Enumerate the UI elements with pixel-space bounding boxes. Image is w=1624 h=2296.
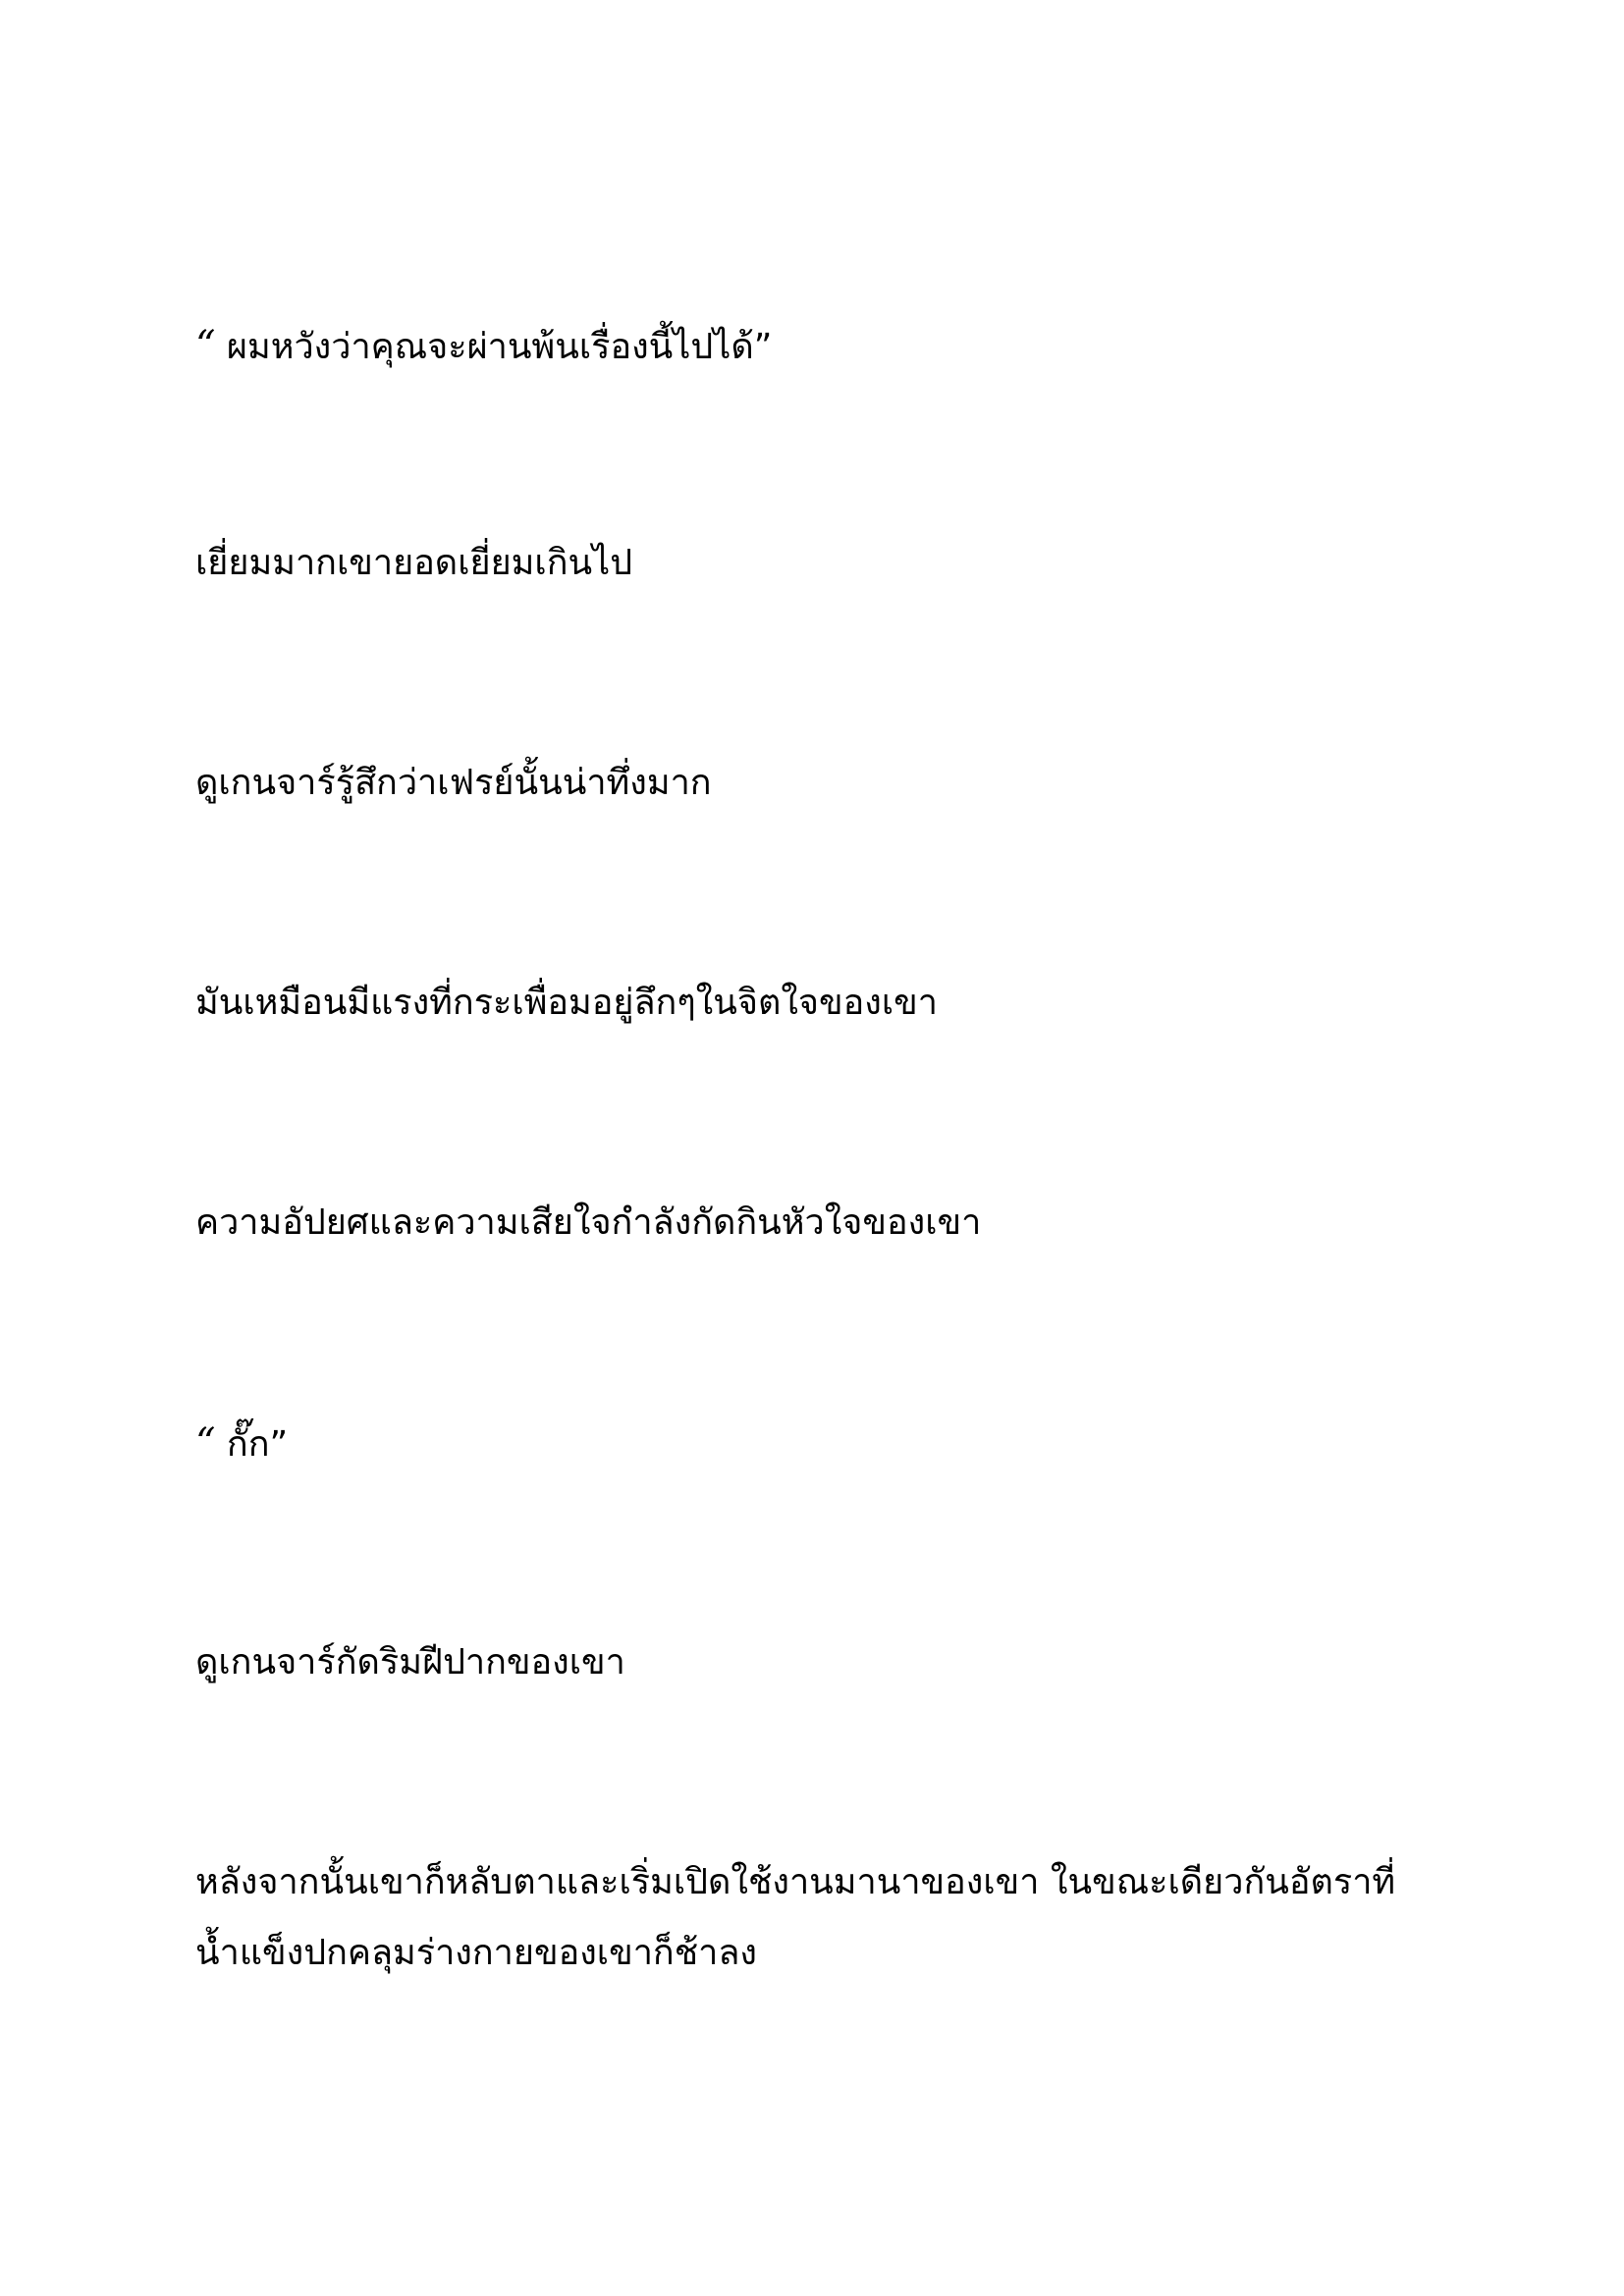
paragraph-text: กั๊ก” — [215, 1424, 289, 1465]
paragraph-narration: ดูเกนจาร์กัดริมฝีปากของเขา — [195, 1642, 625, 1682]
open-quote-mark: “ — [195, 323, 216, 368]
paragraph-narration: เยี่ยมมากเขายอดเยี่ยมเกินไป — [195, 543, 633, 583]
paragraph-narration: ความอัปยศและความเสียใจกำลังกัดกินหัวใจของเขา — [195, 1202, 982, 1243]
paragraph-narration: ดูเกนจาร์รู้สึกว่าเฟรย์นั้นน่าทึ่งมาก — [195, 763, 712, 803]
paragraph-line: หลังจากนั้นเขาก็หลับตาและเริ่มเปิดใช้งานมานาของเขา ในขณะเดียวกันอัตราที่ — [195, 1862, 1396, 1902]
paragraph-dialogue-sound — [195, 1408, 1433, 1480]
paragraph-narration-multiline — [195, 1847, 1433, 1989]
paragraph-dialogue-hope — [195, 310, 1433, 383]
paragraph-text: ผมหวังว่าคุณจะผ่านพ้นเรื่องนี้ไปได้” — [215, 327, 773, 367]
open-quote-mark: “ — [195, 1420, 216, 1466]
paragraph-narration: มันเหมือนมีแรงที่กระเพื่อมอยู่ลึกๆในจิตใจของเขา — [195, 983, 938, 1023]
paragraph-line: น้ำแข็งปกคลุมร่างกายของเขาก็ช้าลง — [195, 1933, 757, 1973]
